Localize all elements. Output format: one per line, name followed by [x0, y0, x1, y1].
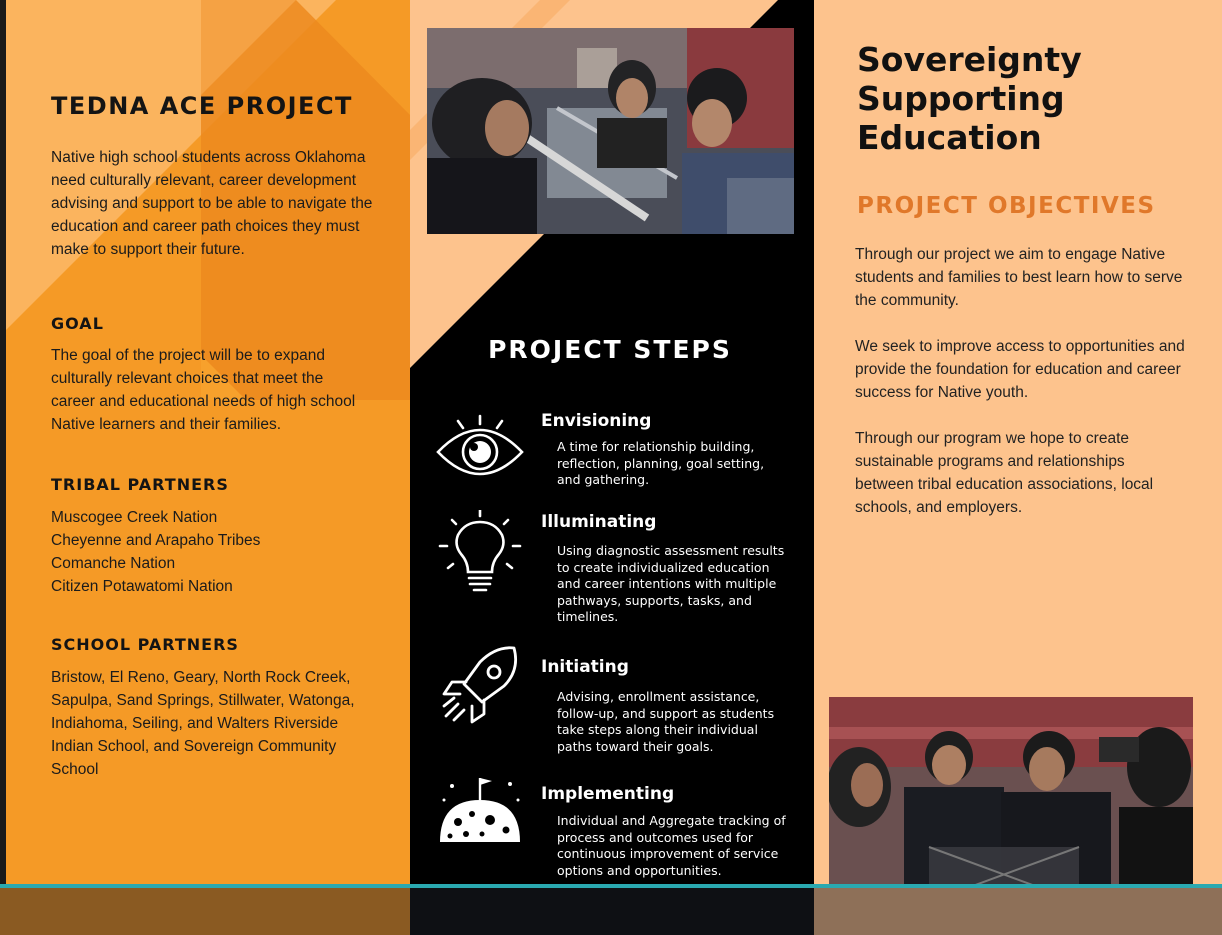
step-desc-illuminating: Using diagnostic assessment results to create individualized education and career intentions with multiple pathways, supports, tasks, and timelines. — [557, 543, 785, 625]
step-desc-initiating: Advising, enrollment assistance, follow-up, and support as students take steps along their individual paths toward their goals. — [557, 689, 775, 754]
tribal-partners-list — [51, 506, 371, 598]
school-partners-paragraph: Bristow, El Reno, Geary, North Rock Creek, Sapulpa, Sand Springs, Stillwater, Watonga, Indiahoma, Seiling, and Walters Riverside Indian School, and Sovereign Community School — [51, 669, 355, 778]
objective-paragraph-3: Through our program we hope to create sustainable programs and relationships between tribal education associations, local schools, and employers. — [855, 430, 1154, 516]
step-title-envisioning: Envisioning — [541, 411, 652, 431]
objective-paragraph-1: Through our project we aim to engage Native students and families to best learn how to serve the community. — [855, 246, 1183, 309]
goal-paragraph: The goal of the project will be to expand culturally relevant choices that meet the career and educational needs of high school Native learners and their families. — [51, 347, 356, 433]
list-item: Muscogee Creek Nation — [51, 509, 218, 526]
left-background-shapes — [6, 0, 410, 935]
list-item: Cheyenne and Arapaho Tribes — [51, 532, 261, 549]
left-panel — [6, 0, 410, 935]
middle-panel — [410, 0, 814, 935]
band-right-segment — [814, 888, 1222, 935]
band-left-segment — [0, 888, 410, 935]
tribal-partners-heading: TRIBAL PARTNERS — [51, 475, 229, 494]
project-objectives-heading: PROJECT OBJECTIVES — [857, 193, 1156, 219]
lightbulb-icon — [436, 510, 524, 598]
objective-paragraph-2: We seek to improve access to opportunities and provide the foundation for education and career success for Native youth. — [855, 338, 1185, 401]
intro-paragraph: Native high school students across Oklahoma need culturally relevant, career development advising and support to be able to navigate the education and career path choices they must make to support their future. — [51, 149, 373, 258]
rocket-icon — [436, 642, 524, 730]
list-item: Citizen Potawatomi Nation — [51, 578, 233, 595]
right-panel — [814, 0, 1222, 935]
step-desc-envisioning: A time for relationship building, reflection, planning, goal setting, and gathering. — [557, 439, 765, 488]
eye-icon — [436, 408, 524, 496]
step-title-initiating: Initiating — [541, 657, 629, 677]
students-robotics-photo — [427, 28, 794, 234]
band-middle-segment — [410, 888, 814, 935]
list-item: Comanche Nation — [51, 555, 176, 572]
step-title-implementing: Implementing — [541, 784, 675, 804]
goal-heading: GOAL — [51, 314, 104, 333]
school-partners-heading: SCHOOL PARTNERS — [51, 635, 239, 654]
bottom-overlay-band — [0, 884, 1222, 935]
project-steps-title: PROJECT STEPS — [488, 335, 732, 364]
step-desc-implementing: Individual and Aggregate tracking of process and outcomes used for continuous improvement of service options and opportunities. — [557, 813, 786, 878]
step-title-illuminating: Illuminating — [541, 512, 657, 532]
sovereignty-title: Sovereignty Supporting Education — [857, 40, 1082, 157]
moon-flag-icon — [436, 770, 524, 858]
students-team-photo — [829, 697, 1193, 902]
project-title: TEDNA ACE PROJECT — [51, 92, 353, 120]
